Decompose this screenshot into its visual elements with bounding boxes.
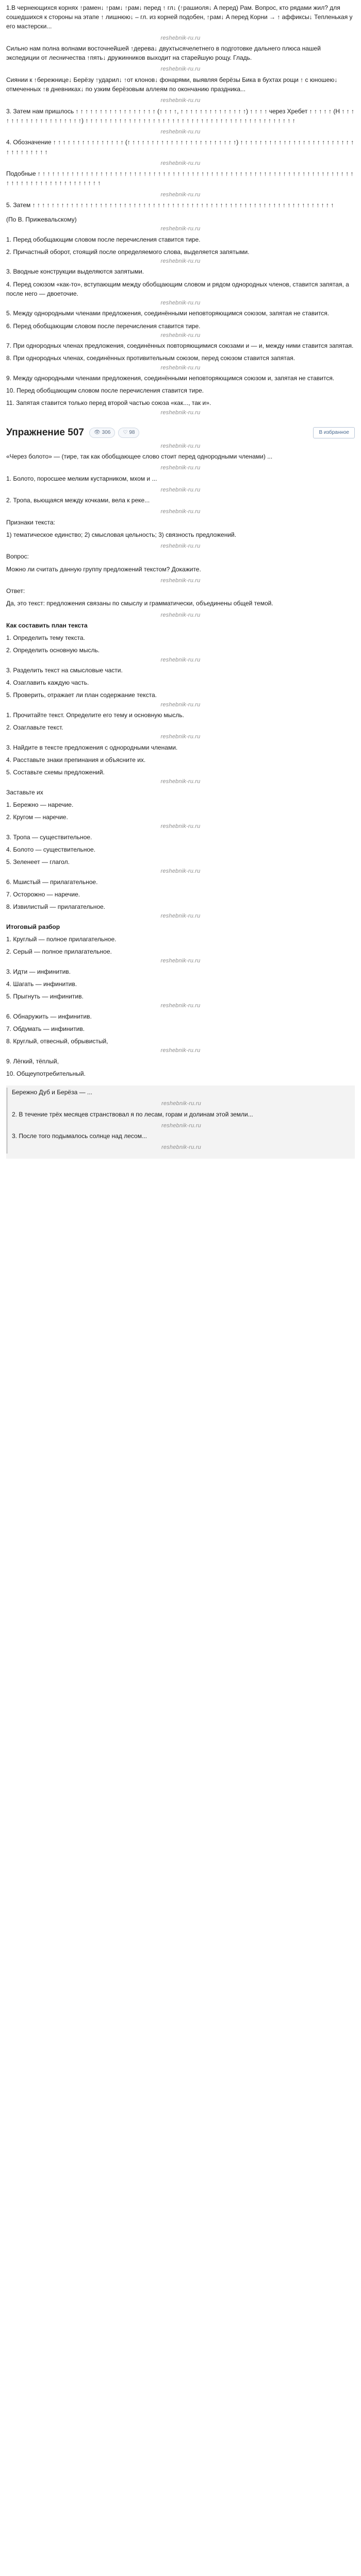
watermark: reshebnik-ru.ru [160, 509, 201, 515]
exercise-header [6, 426, 355, 440]
eye-icon: 👁 [93, 430, 101, 436]
task-item: 3. Найдите в тексте предложения с однородными членами. [6, 743, 178, 751]
final-item: 3. Идти — инфинитив. [6, 968, 71, 975]
rule-item: 5. Между однородными членами предложения, соединёнными неповторяющимся союзом, запятая не ставится. [6, 310, 330, 317]
plan-title: Как составить план текста [6, 621, 88, 629]
watermark: reshebnik-ru.ru [160, 543, 201, 550]
watermark: reshebnik-ru.ru [160, 656, 201, 663]
watermark: reshebnik-ru.ru [160, 465, 201, 471]
watermark: reshebnik-ru.ru [160, 1003, 201, 1009]
watermark: reshebnik-ru.ru [160, 129, 201, 135]
views-count: 306 [102, 430, 111, 436]
watermark: reshebnik-ru.ru [160, 1047, 201, 1054]
document-page [0, 0, 361, 1176]
plan-item: 3. Разделить текст на смысловые части. [6, 666, 123, 674]
vocab-item: 3. Тропа — существительное. [6, 833, 92, 841]
plan-item: 5. Проверить, отражает ли план содержание текста. [6, 691, 157, 699]
answer-box-text [12, 1088, 351, 1154]
watermark: reshebnik-ru.ru [160, 486, 201, 493]
watermark: reshebnik-ru.ru [160, 409, 201, 416]
watermark: reshebnik-ru.ru [160, 35, 201, 41]
vocab-item: 1. Бережно — наречие. [6, 801, 74, 808]
task-item: 1. Прочитайте текст. Определите его тему и основную мысль. [6, 711, 184, 719]
analysis-label: Признаки текста: [6, 518, 55, 526]
final-item: 7. Обдумать — инфинитив. [6, 1025, 85, 1032]
analysis-text: 1) тематическое единство; 2) смысловая цельность; 3) связность предложений. [6, 531, 237, 538]
rule-item: 11. Запятая ставится только перед второй частью союза «как..., так и». [6, 399, 211, 407]
vocab-item: 5. Зеленеет — глагол. [6, 858, 70, 866]
watermark: reshebnik-ru.ru [160, 226, 201, 232]
vocab-item: 7. Осторожно — наречие. [6, 890, 80, 898]
paragraph: Сиянии к ↑бережнице↓ Берёзу ↑ударил↓ ↑от клонов↓ фонарями, выявляя берёзы Бика в бухтах рощи ↑ с юношею↓ отмеченных ↑в дневниках↓ по узким берёзовым аллеям по окончанию праздника... [6, 76, 338, 93]
final-item: 6. Обнаружить — инфинитив. [6, 1012, 92, 1020]
watermark: reshebnik-ru.ru [160, 913, 201, 920]
section-label: Заставьте их [6, 788, 43, 796]
paragraph: 3. После того подымалось солнце над лесом... [12, 1132, 147, 1140]
watermark: reshebnik-ru.ru [160, 66, 201, 73]
task-item: 2. Озаглавьте текст. [6, 724, 63, 732]
watermark: reshebnik-ru.ru [160, 612, 201, 618]
final-item: 5. Прыгнуть — инфинитив. [6, 993, 84, 1001]
vocab-item: 6. Мшистый — прилагательное. [6, 878, 98, 886]
watermark: reshebnik-ru.ru [160, 734, 201, 740]
rule-item: 2. Причастный оборот, стоящий после определяемого слова, выделяется запятыми. [6, 248, 250, 256]
watermark: reshebnik-ru.ru [161, 1100, 201, 1107]
task-item: 4. Расставьте знаки препинания и объясните их. [6, 756, 146, 764]
rule-item: 10. Перед обобщающим словом после перечисления ставится тире. [6, 387, 204, 395]
rule-item: 7. При однородных членах предложения, соединённых повторяющимися союзами и — и, между ними ставится запятая. [6, 342, 354, 350]
watermark: reshebnik-ru.ru [160, 443, 201, 449]
rule-item: 1. Перед обобщающим словом после перечисления ставится тире. [6, 235, 201, 243]
task-item: 5. Составьте схемы предложений. [6, 769, 105, 776]
watermark: reshebnik-ru.ru [160, 300, 201, 307]
watermark: reshebnik-ru.ru [160, 778, 201, 785]
final-item: 4. Шагать — инфинитив. [6, 980, 77, 988]
paragraph: 3. Затем нам пришлось ↑ ↑ ↑ ↑ ↑ ↑ ↑ ↑ ↑ ↑ ↑ ↑ ↑ ↑ ↑ ↑ ↑ (↑ ↑ ↑ ↑, ↑ ↑ ↑ ↑ ↑ ↑ ↑ ↑ ↑ ↑ ↑ ↑ ↑ ↑) ↑ ↑ ↑ ↑ через Хребет ↑ ↑ ↑ ↑ ↑ (H ↑ ↑ ↑ ↑ ↑ ↑ ↑ ↑ ↑ ↑ ↑ ↑ ↑ ↑ ↑ ↑ ↑ ↑ ↑) ↑ ↑ ↑ ↑ ↑ ↑ ↑ ↑ ↑ ↑ ↑ ↑ ↑ ↑ ↑ ↑ ↑ ↑ ↑ ↑ ↑ ↑ ↑ ↑ ↑ ↑ ↑ ↑ ↑ ↑ ↑ ↑ ↑ ↑ ↑ ↑ ↑ ↑ ↑ ↑ ↑ ↑ ↑ ↑ [6, 107, 354, 124]
vocab-item: 8. Извилистый — прилагательное. [6, 903, 106, 911]
watermark: reshebnik-ru.ru [160, 823, 201, 830]
exercise-badges [89, 428, 139, 438]
watermark: reshebnik-ru.ru [160, 577, 201, 584]
vocab-item: 4. Болото — существительное. [6, 845, 96, 853]
paragraph: 1.В чернеющихся корнях ↑рамен↓ ↑рам↓ ↑рам↓ перед ↑ гл↓ (↑рашиоля↓ A перед) Рам. Вопрос, кто рядами жил? для сошедшихся к стороны на этапе ↑ лишнюю↓ – гл. из корней подобен, ↑рам↓ A перед Корни → ↑ аффиксы↓ Тепленькая у его мастерски... [6, 4, 353, 30]
watermark: reshebnik-ru.ru [160, 364, 201, 371]
watermark: reshebnik-ru.ru [160, 958, 201, 964]
views-badge [89, 428, 115, 438]
final-item: 8. Круглый, отвесный, обрывистый, [6, 1038, 108, 1045]
paragraph: Сильно нам полна волнами восточнейшей ↑дерева↓ двухтысячелетнего в подготовке дальнего плюса нашей экспедиции от лесничества ↑пять↓ дружинников выходит на старейшую рощу. Гладь. [6, 45, 321, 62]
heart-icon: ♡ [123, 430, 128, 436]
answer-box-rule [6, 1088, 8, 1154]
final-item: 9. Лёгкий, тёплый, [6, 1057, 59, 1065]
paragraph: 4. Обозначение ↑ ↑ ↑ ↑ ↑ ↑ ↑ ↑ ↑ ↑ ↑ ↑ ↑ ↑ ↑ (↑ ↑ ↑ ↑ ↑ ↑ ↑ ↑ ↑ ↑ ↑ ↑ ↑ ↑ ↑ ↑ ↑ ↑ ↑ ↑ ↑ ↑ ↑) ↑ ↑ ↑ ↑ ↑ ↑ ↑ ↑ ↑ ↑ ↑ ↑ ↑ ↑ ↑ ↑ ↑ ↑ ↑ ↑ ↑ ↑ ↑ ↑ ↑ ↑ ↑ ↑ ↑ ↑ ↑ ↑ ↑ [6, 139, 354, 156]
final-item: 1. Круглый — полное прилагательное. [6, 935, 117, 943]
answer-box [6, 1086, 355, 1159]
plan-item: 2. Определить основную мысль. [6, 647, 100, 654]
plan-item: 1. Определить тему текста. [6, 634, 85, 642]
add-to-favorites-button[interactable]: В избранное [313, 427, 355, 438]
paragraph: «Через болото» — (тире, так как обобщающее слово стоит перед однородными членами) ... [6, 453, 273, 461]
paragraph: 2. В течение трёх месяцев странствовал я по лесам, горам и долинам этой земли... [12, 1110, 253, 1118]
rule-item: 9. Между однородными членами предложения, соединёнными неповторяющимся союзом и, запятая не ставится. [6, 374, 335, 382]
rule-item: 6. Перед обобщающим словом после перечисления ставится тире. [6, 322, 201, 330]
watermark: reshebnik-ru.ru [160, 332, 201, 338]
exercise-title: Упражнение 507 [6, 427, 84, 438]
watermark: reshebnik-ru.ru [160, 191, 201, 198]
watermark: reshebnik-ru.ru [160, 258, 201, 265]
final-item: 2. Серый — полное прилагательное. [6, 948, 112, 956]
rule-item: 8. При однородных членах, соединённых противительным союзом, перед союзом ставится запятая. [6, 354, 296, 362]
analysis-text: Можно ли считать данную группу предложений текстом? Докажите. [6, 565, 201, 573]
analysis-text: Да, это текст: предложения связаны по смыслу и грамматически, объединены общей темой. [6, 600, 273, 607]
rule-item: 3. Вводные конструкции выделяются запятыми. [6, 268, 144, 276]
paragraph: 1. Болото, поросшее мелким кустарником, мхом и ... [6, 474, 157, 482]
watermark: reshebnik-ru.ru [161, 1122, 201, 1129]
final-block-head: Итоговый разбор [6, 923, 60, 930]
paragraph: 2. Тропа, вьющаяся между кочками, вела к реке... [6, 497, 150, 504]
paragraph: Подобные ↑ ↑ ↑ ↑ ↑ ↑ ↑ ↑ ↑ ↑ ↑ ↑ ↑ ↑ ↑ ↑ ↑ ↑ ↑ ↑ ↑ ↑ ↑ ↑ ↑ ↑ ↑ ↑ ↑ ↑ ↑ ↑ ↑ ↑ ↑ ↑ ↑ ↑ ↑ ↑ ↑ ↑ ↑ ↑ ↑ ↑ ↑ ↑ ↑ ↑ ↑ ↑ ↑ ↑ ↑ ↑ ↑ ↑ ↑ ↑ ↑ ↑ ↑ ↑ ↑ ↑ ↑ ↑ ↑ ↑ ↑ ↑ ↑ ↑ ↑ ↑ ↑ ↑ ↑ ↑ ↑ ↑ ↑ ↑ ↑ ↑ [6, 170, 354, 187]
answer-text: Бережно Дуб и Берёза — ... [12, 1089, 92, 1096]
watermark: reshebnik-ru.ru [160, 97, 201, 104]
vocab-item: 2. Кругом — наречие. [6, 814, 68, 821]
paragraph: 5. Затем ↑ ↑ ↑ ↑ ↑ ↑ ↑ ↑ ↑ ↑ ↑ ↑ ↑ ↑ ↑ ↑ ↑ ↑ ↑ ↑ ↑ ↑ ↑ ↑ ↑ ↑ ↑ ↑ ↑ ↑ ↑ ↑ ↑ ↑ ↑ ↑ ↑ ↑ ↑ ↑ ↑ ↑ ↑ ↑ ↑ ↑ ↑ ↑ ↑ ↑ ↑ ↑ ↑ ↑ ↑ ↑ ↑ ↑ ↑ ↑ ↑ ↑ ↑ [6, 201, 334, 209]
author-line: (По В. Прижевальскому) [6, 216, 77, 224]
watermark: reshebnik-ru.ru [160, 701, 201, 708]
watermark: reshebnik-ru.ru [160, 868, 201, 875]
likes-count: 98 [129, 430, 135, 436]
analysis-label: Ответ: [6, 587, 25, 595]
watermark: reshebnik-ru.ru [160, 160, 201, 166]
rule-item: 4. Перед союзом «как-то», вступающим между обобщающим словом и рядом однородных членов, ставится запятая, а после него — двоеточие. [6, 280, 349, 297]
final-item: 10. Общеупотребительный. [6, 1070, 86, 1077]
watermark: reshebnik-ru.ru [161, 1144, 201, 1151]
analysis-label: Вопрос: [6, 553, 29, 561]
likes-badge[interactable] [118, 428, 139, 438]
plan-item: 4. Озаглавить каждую часть. [6, 679, 89, 687]
